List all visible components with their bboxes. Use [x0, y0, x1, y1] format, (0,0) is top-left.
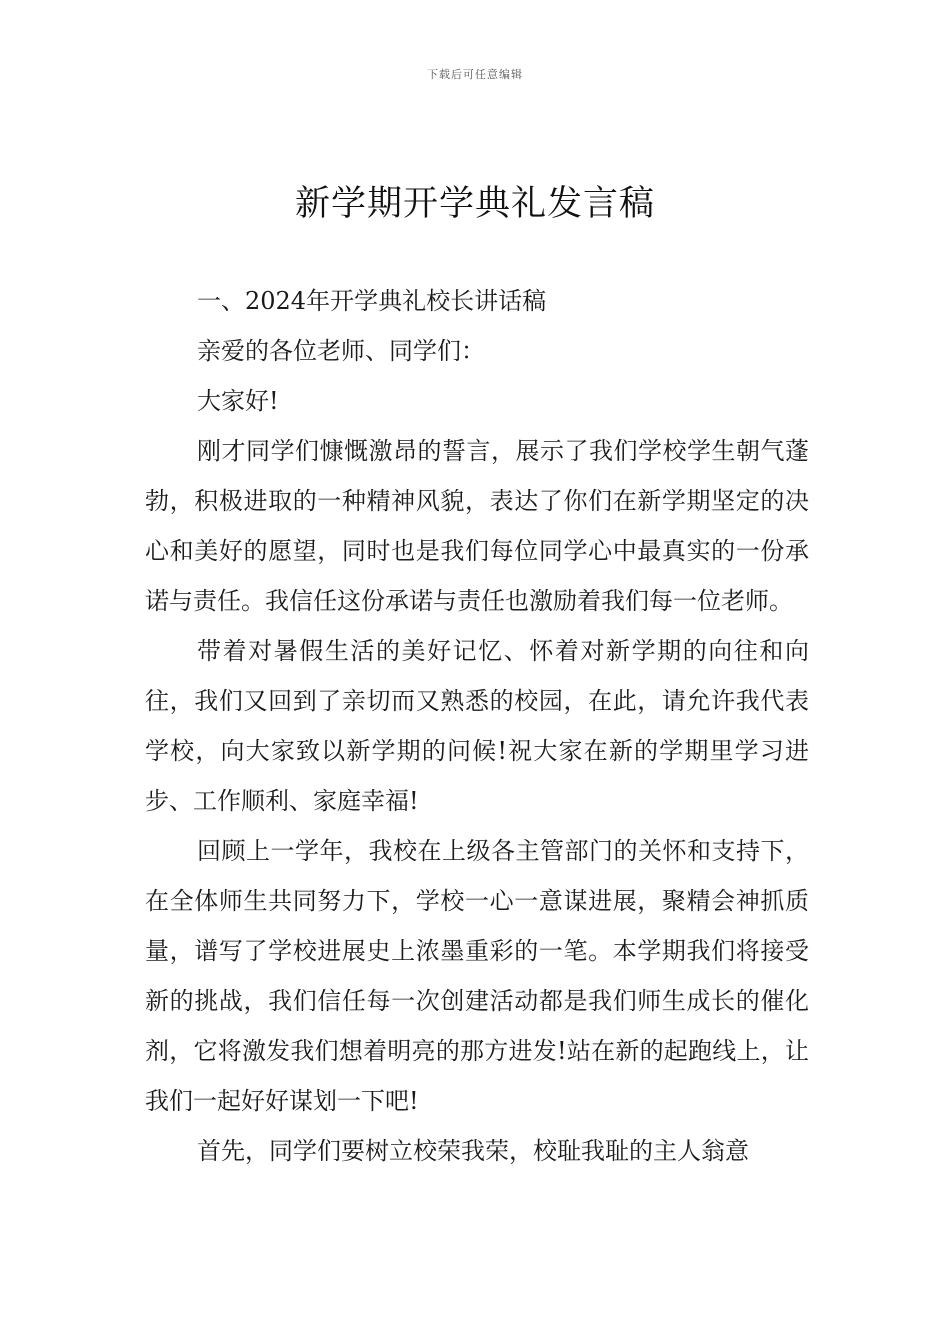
document-body: [145, 276, 809, 1176]
greeting: 大家好!: [197, 387, 279, 415]
page-header-note: 下载后可任意编辑: [427, 68, 523, 81]
body-paragraph: 首先，同学们要树立校荣我荣，校耻我耻的主人翁意: [197, 1137, 749, 1165]
body-paragraph: 刚才同学们慷慨激昂的誓言，展示了我们学校学生朝气蓬勃，积极进取的一种精神风貌，表达了你们在新学期坚定的决心和美好的愿望，同时也是我们每位同学心中最真实的一份承诺与责任。我信任这份承诺与责任也激励着我们每一位老师。: [145, 437, 809, 615]
body-paragraph: 带着对暑假生活的美好记忆、怀着对新学期的向往和向往，我们又回到了亲切而又熟悉的校园，在此，请允许我代表学校，向大家致以新学期的问候!祝大家在新的学期里学习进步、工作顺利、家庭幸福!: [145, 637, 809, 815]
salutation: 亲爱的各位老师、同学们：: [197, 337, 485, 365]
body-paragraph: 回顾上一学年，我校在上级各主管部门的关怀和支持下，在全体师生共同努力下，学校一心一意谋进展，聚精会神抓质量，谱写了学校进展史上浓墨重彩的一笔。本学期我们将接受新的挑战，我们信任每一次创建活动都是我们师生成长的催化剂，它将激发我们想着明亮的那方进发!站在新的起跑线上，让我们一起好好谋划一下吧!: [145, 837, 809, 1115]
section-heading: 一、2024年开学典礼校长讲话稿: [197, 287, 547, 315]
document-title: 新学期开学典礼发言稿: [294, 184, 655, 224]
